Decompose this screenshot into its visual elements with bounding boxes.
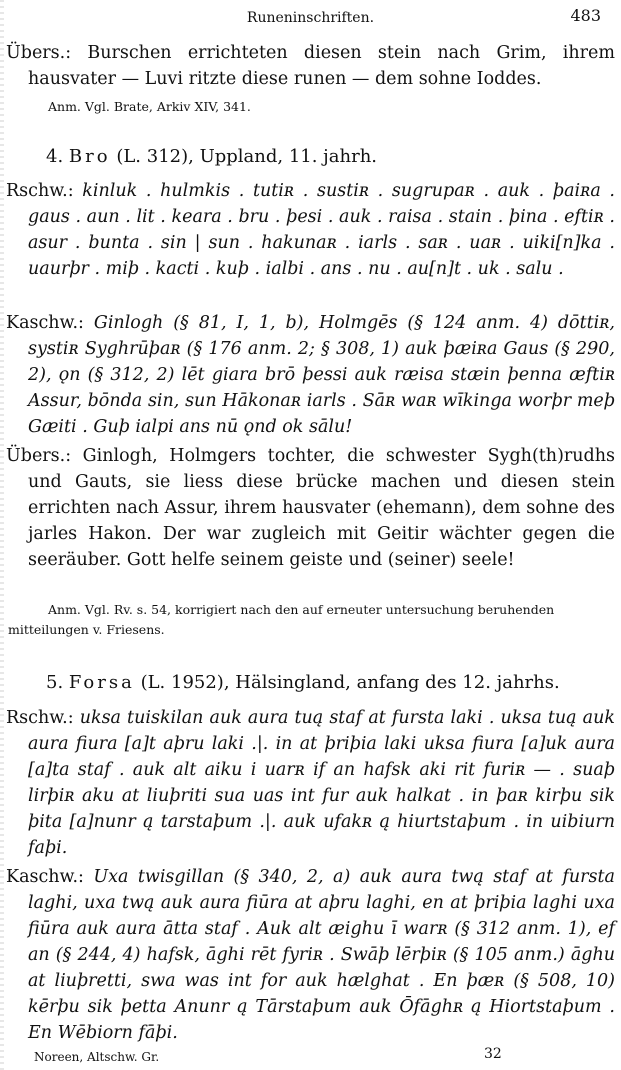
translation-paragraph-3 <box>0 40 615 92</box>
page-header <box>0 4 621 28</box>
inscription-details: (L. 1952), Hälsingland, anfang des 12. jahrhs. <box>140 672 560 693</box>
inscription-details: (L. 312), Uppland, 11. jahrh. <box>116 146 378 167</box>
section-heading-4 <box>46 146 377 167</box>
inscription-name: Bro <box>68 146 111 167</box>
rschw-text: uksa tuiskilan auk aura tuą staf at fursta laki . uksa tuą auk aura fiura [a]t aþru laki .|. in at þriþia laki uksa fiura [a]uk aura [a]ta staf . auk alt aiku i uarʀ if an hafsk aki rit furiʀ — . suaþ lirþiʀ aku at liuþriti sua uas int fur auk halkat . in þaʀ kirþu sik þita [a]nunr ą tarstaþum .|. auk ufakʀ ą hiurtstaþum . in uibiurn faþi. <box>28 708 615 858</box>
section-heading-5 <box>46 672 560 693</box>
label-kaschw: Kaschw.: <box>6 867 84 887</box>
label-rschw: Rschw.: <box>6 181 74 201</box>
section-number: 4. <box>46 146 64 167</box>
note-text: Anm. Vgl. Rv. s. 54, korrigiert nach den auf erneuter untersuchung beruhenden mitteilungen v. Friesens. <box>8 602 555 637</box>
kaschw-text: Ginlogh (§ 81, I, 1, b), Holmgēs (§ 124 anm. 4) dōttiʀ, systiʀ Syghrūþaʀ (§ 176 anm. 2; § 308, 1) auk þæiʀa Gaus (§ 290, 2), ǫn (§ 312, 2) lēt giara brō þessi auk ræisa stæin þenna æftiʀ Assur, bōnda sin, sun Hākonaʀ iarls . Sāʀ waʀ wīkinga worþr meþ Gæiti . Guþ ialpi ans nū ǫnd ok sālu! <box>28 313 615 437</box>
classical-normalization-4 <box>0 310 615 440</box>
section-number: 5. <box>46 672 64 693</box>
translation-text: Burschen errichteten diesen stein nach Grim, ihrem hausvater — Luvi ritzte diese runen — dem sohne Ioddes. <box>28 43 615 89</box>
label-rschw: Rschw.: <box>6 708 74 728</box>
classical-normalization-5 <box>0 864 615 1046</box>
footer-source: Noreen, Altschw. Gr. <box>34 1050 160 1064</box>
translation-text: Ginlogh, Holmgers tochter, die schwester Sygh(th)rudhs und Gauts, sie liess diese brücke machen und diesen stein errichten nach Assur, ihrem hausvater (ehemann), dem sohne des jarles Hakon. Der war zugleich mit Geitir wächter gegen die seeräuber. Gott helfe seinem geiste und (seiner) seele! <box>28 446 615 570</box>
running-title: Runeninschriften. <box>246 10 375 26</box>
note-text: Anm. Vgl. Brate, Arkiv XIV, 341. <box>48 99 251 114</box>
note-4 <box>0 600 615 640</box>
note-3 <box>0 97 615 117</box>
page-number: 483 <box>570 6 601 25</box>
inscription-name: Forsa <box>68 672 135 693</box>
label-kaschw: Kaschw.: <box>6 313 84 333</box>
signature-mark: 32 <box>484 1046 502 1062</box>
runic-transliteration-5 <box>0 705 615 861</box>
runic-transliteration-4 <box>0 178 615 282</box>
label-ubers: Übers.: <box>6 43 72 63</box>
rschw-text: kinluk . hulmkis . tutiʀ . sustiʀ . sugrupaʀ . auk . þaiʀa . gaus . aun . lit . keara . bru . þesi . auk . raisa . stain . þina . eftiʀ . asur . bunta . sin | sun . hakunaʀ . iarls . saʀ . uaʀ . uiki[n]ka . uaurþr . miþ . kacti . kuþ . ialbi . ans . nu . au[n]t . uk . salu . <box>28 181 615 279</box>
kaschw-text: Uxa twisgillan (§ 340, 2, a) auk aura twą staf at fursta laghi, uxa twą auk aura fiūra at aþru laghi, en at þriþia laghi uxa fiūra auk aura ātta staf . Auk alt æighu ī warʀ (§ 312 anm. 1), ef an (§ 244, 4) hafsk, āghi rēt fyriʀ . Swāþ lērþiʀ (§ 105 anm.) āghu at liuþretti, swa was int for auk hælghat . En þæʀ (§ 508, 10) kērþu sik þetta Anunr ą Tārstaþum auk Ōfāghʀ ą Hiortstaþum . En Wēbiorn fāþi. <box>28 867 615 1043</box>
label-ubers: Übers.: <box>6 446 72 466</box>
page-footer <box>34 1046 594 1064</box>
translation-paragraph-4 <box>0 443 615 573</box>
